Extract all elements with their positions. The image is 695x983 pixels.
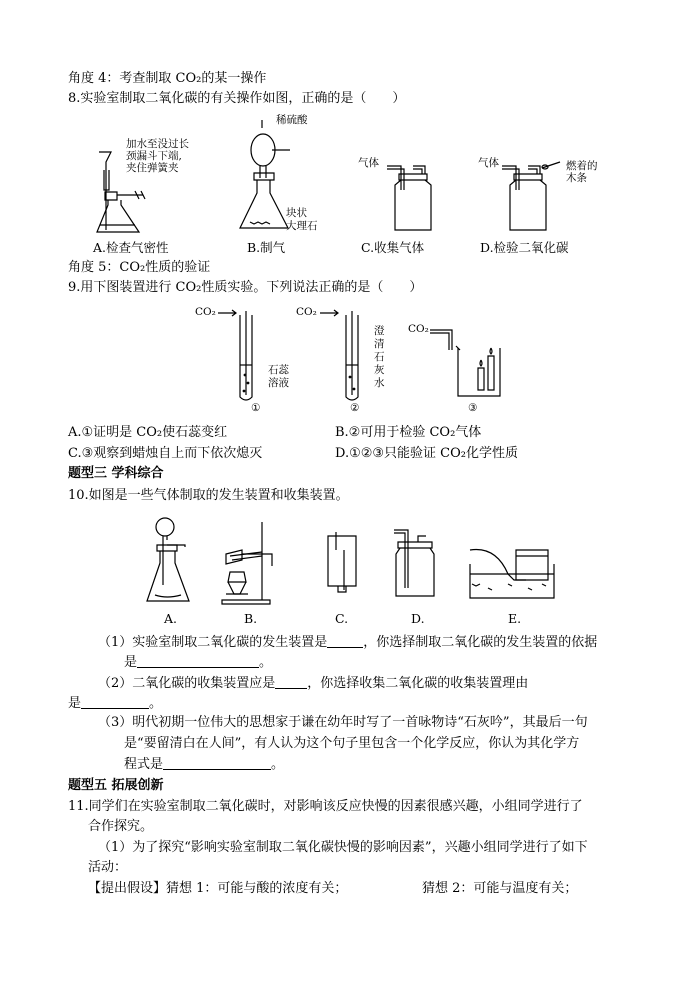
q10-apparatus-e <box>468 540 558 602</box>
q8-fig-a-note-3: 夹住弹簧夹 <box>126 162 179 174</box>
q9-limewater-char-1: 澄 <box>374 325 385 337</box>
q8-fig-d-gas-label: 气体 <box>478 157 499 169</box>
q11-sub1-line2: 活动： <box>88 860 128 875</box>
angle4-heading: 角度 4：考查制取 CO₂的某一操作 <box>68 71 267 86</box>
q10-sub2-end: 。 <box>149 696 163 711</box>
q8-fig-d-apparatus <box>500 160 570 235</box>
q10-sub2-text-c: 是 <box>68 696 82 711</box>
q8-fig-d-stick-label-1: 燃着的 <box>566 160 598 172</box>
q9-num-3: ③ <box>468 402 478 414</box>
q9-litmus-label-1: 石蕊 <box>268 364 289 376</box>
q8-fig-b-solid-label-2: 大理石 <box>286 220 318 232</box>
q9-co2-label-3: CO₂ <box>408 323 429 335</box>
q10-sub2-line1 <box>98 674 528 693</box>
angle5-heading: 角度 5：CO₂性质的验证 <box>68 260 211 275</box>
q8-fig-d-stick-label-2: 木条 <box>566 172 587 184</box>
q9-option-a: A.①证明是 CO₂使石蕊变红 <box>68 425 228 440</box>
q10-apparatus-c <box>322 530 362 600</box>
q9-tube-2 <box>320 305 370 405</box>
q10-sub1-text-c: 是 <box>124 655 138 670</box>
q10-sub2-line2 <box>68 694 162 713</box>
q9-tube-1 <box>218 305 268 405</box>
q10-sub3-line3 <box>124 755 284 774</box>
q10-label-d: D. <box>411 611 425 626</box>
q9-num-1: ① <box>251 402 261 414</box>
q9-co2-label-2: CO₂ <box>296 306 317 318</box>
type3-heading: 题型三 学科综合 <box>68 466 164 481</box>
q10-sub1-line2 <box>124 653 272 672</box>
q10-sub1-blank-2[interactable] <box>137 653 259 668</box>
q8-fig-c-gas-label: 气体 <box>358 157 379 169</box>
q10-apparatus-d <box>392 528 437 600</box>
q9-beaker-3 <box>430 320 500 400</box>
q10-sub1-text-b: ，你选择制取二氧化碳的发生装置的依据 <box>363 635 598 650</box>
q9-option-d: D.①②③只能验证 CO₂化学性质 <box>335 446 519 461</box>
q11-sub1-line1: （1）为了探究“影响实验室制取二氧化碳快慢的影响因素”，兴趣小组同学进行了如下 <box>98 840 588 855</box>
q9-option-c: C.③观察到蜡烛自上而下依次熄灭 <box>68 446 263 461</box>
q8-fig-a-note-2: 颈漏斗下端, <box>126 150 182 162</box>
q9-stem: 9.用下图装置进行 CO₂性质实验。下列说法正确的是（ ） <box>68 280 423 295</box>
q8-option-a: A.检查气密性 <box>93 240 169 255</box>
q9-co2-label-1: CO₂ <box>195 306 216 318</box>
q11-hypothesis-1: 【提出假设】猜想 1：可能与酸的浓度有关； <box>88 881 348 896</box>
q11-hypothesis-2: 猜想 2：可能与温度有关； <box>422 881 578 896</box>
q8-fig-a-note-1: 加水至没过长 <box>126 138 189 150</box>
q10-sub1-text-a: （1）实验室制取二氧化碳的发生装置是 <box>98 635 328 650</box>
type5-heading: 题型五 拓展创新 <box>68 778 164 793</box>
q8-option-d: D.检验二氧化碳 <box>480 240 569 255</box>
q9-litmus-label-2: 溶液 <box>268 377 289 389</box>
q10-label-a: A. <box>164 611 178 626</box>
q10-sub2-blank-1[interactable] <box>275 674 307 689</box>
q8-fig-b-solid-label-1: 块状 <box>286 207 307 219</box>
q9-limewater-char-5: 水 <box>374 377 385 389</box>
q10-label-c: C. <box>335 611 349 626</box>
q10-sub2-text-a: （2）二氧化碳的收集装置应是 <box>98 676 276 691</box>
q10-sub1-end: 。 <box>259 655 273 670</box>
q9-limewater-char-4: 灰 <box>374 364 385 376</box>
q10-apparatus-a <box>145 515 195 605</box>
q8-option-b: B.制气 <box>247 240 286 255</box>
q8-fig-b-acid-label: 稀硫酸 <box>276 114 308 126</box>
q8-fig-c-apparatus <box>385 160 445 235</box>
q10-sub2-blank-2[interactable] <box>81 694 149 709</box>
q10-sub3-end: 。 <box>271 757 285 772</box>
q9-limewater-char-3: 石 <box>374 351 385 363</box>
q8-stem: 8.实验室制取二氧化碳的有关操作如图，正确的是（ ） <box>68 91 406 106</box>
q10-apparatus-b <box>220 520 275 605</box>
q10-sub1-line1 <box>98 633 597 652</box>
q9-option-b: B.②可用于检验 CO₂气体 <box>335 425 482 440</box>
q10-label-e: E. <box>508 611 522 626</box>
q10-sub3-line2: 是“要留清白在人间”，有人认为这个句子里包含一个化学反应，你认为其化学方 <box>124 736 580 751</box>
q10-sub3-line1: （3）明代初期一位伟大的思想家于谦在幼年时写了一首咏物诗“石灰吟”，其最后一句 <box>98 715 588 730</box>
q9-num-2: ② <box>350 402 360 414</box>
q10-sub1-blank-1[interactable] <box>327 633 363 648</box>
q10-sub3-text-c: 程式是 <box>124 757 164 772</box>
q10-stem: 10.如图是一些气体制取的发生装置和收集装置。 <box>68 488 349 503</box>
q8-option-c: C.收集气体 <box>361 240 425 255</box>
q9-limewater-char-2: 清 <box>374 338 385 350</box>
q10-sub3-blank[interactable] <box>163 755 271 770</box>
q11-stem-line1: 11.同学们在实验室制取二氧化碳时，对影响该反应快慢的因素很感兴趣，小组同学进行了 <box>68 799 583 814</box>
q10-label-b: B. <box>244 611 258 626</box>
q9-limewater-label <box>374 325 386 390</box>
q11-stem-line2: 合作探究。 <box>88 819 154 834</box>
q10-sub2-text-b: ，你选择收集二氧化碳的收集装置理由 <box>307 676 529 691</box>
